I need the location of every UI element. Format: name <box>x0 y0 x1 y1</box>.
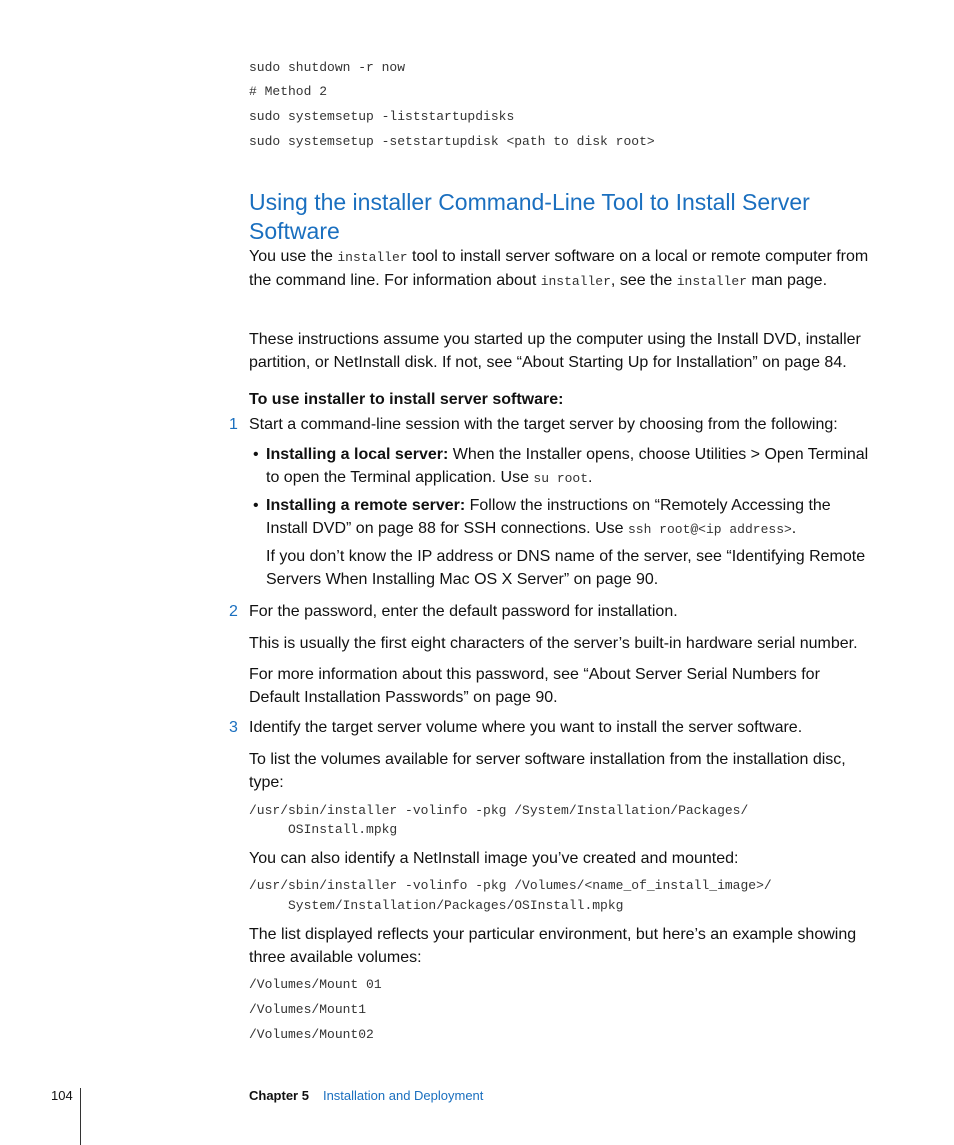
inline-code: su root <box>533 471 589 486</box>
code-line: /Volumes/Mount1 <box>249 1002 367 1017</box>
section-heading: Using the installer Command-Line Tool to Install Server Software <box>249 189 810 244</box>
code-line: OSInstall.mpkg <box>249 822 398 837</box>
bullet-marker: • <box>253 497 259 514</box>
inline-code: installer <box>337 250 408 265</box>
step-paragraph: The list displayed reflects your particular environment, but here’s an example showing three available volumes: <box>249 926 857 966</box>
procedure-title: To use installer to install server software: <box>249 391 564 408</box>
footer-chapter: Chapter 5 Installation and Deployment <box>249 1088 484 1103</box>
bullet-item: Installing a remote server: Follow the instructions on “Remotely Accessing the Install DVD” on page 88 for SSH connections. Use ssh root@<ip address>. <box>266 497 831 537</box>
intro-paragraph: You use the installer tool to install server software on a local or remote computer from the command line. For information about installer, see the installer man page. <box>249 248 869 289</box>
code-line: sudo systemsetup -liststartupdisks <box>249 109 515 124</box>
page-number: 104 <box>51 1088 73 1103</box>
assumption-paragraph: These instructions assume you started up the computer using the Install DVD, installer partition, or NetInstall disk. If not, see “About Starting Up for Installation” on page 84. <box>249 331 861 371</box>
step-paragraph: You can also identify a NetInstall image you’ve created and mounted: <box>249 850 739 867</box>
step-number: 1 <box>229 416 238 433</box>
step-text: For the password, enter the default password for installation. <box>249 603 678 620</box>
code-line: sudo shutdown -r now <box>249 60 406 75</box>
step-number: 2 <box>229 603 238 620</box>
code-line: sudo systemsetup -setstartupdisk <path to disk root> <box>249 134 655 149</box>
inline-code: ssh root@<ip address> <box>627 522 792 537</box>
code-line: System/Installation/Packages/OSInstall.mpkg <box>249 898 624 913</box>
footer-divider <box>80 1088 81 1145</box>
code-line: /Volumes/Mount 01 <box>249 977 382 992</box>
code-line: /Volumes/Mount02 <box>249 1027 374 1042</box>
step-paragraph: For more information about this password, see “About Server Serial Numbers for Default Installation Passwords” on page 90. <box>249 666 820 706</box>
footer-chapter-title: Installation and Deployment <box>322 1088 484 1103</box>
bullet-marker: • <box>253 446 259 463</box>
code-line: # Method 2 <box>249 84 328 99</box>
bullet-note: If you don’t know the IP address or DNS name of the server, see “Identifying Remote Servers When Installing Mac OS X Server” on page 90. <box>266 548 866 588</box>
code-line: /usr/sbin/installer -volinfo -pkg /System/Installation/Packages/ <box>249 803 749 818</box>
code-line: /usr/sbin/installer -volinfo -pkg /Volumes/<name_of_install_image>/ <box>249 878 772 893</box>
step-paragraph: To list the volumes available for server software installation from the installation disc, type: <box>249 751 846 791</box>
step-number: 3 <box>229 719 238 736</box>
inline-code: installer <box>676 274 747 289</box>
inline-code: installer <box>540 274 611 289</box>
bullet-item: Installing a local server: When the Installer opens, choose Utilities > Open Terminal to open the Terminal application. Use su root. <box>266 446 869 486</box>
step-text: Start a command-line session with the target server by choosing from the following: <box>249 416 838 433</box>
step-text: Identify the target server volume where you want to install the server software. <box>249 719 803 736</box>
step-paragraph: This is usually the first eight characters of the server’s built-in hardware serial number. <box>249 635 858 652</box>
